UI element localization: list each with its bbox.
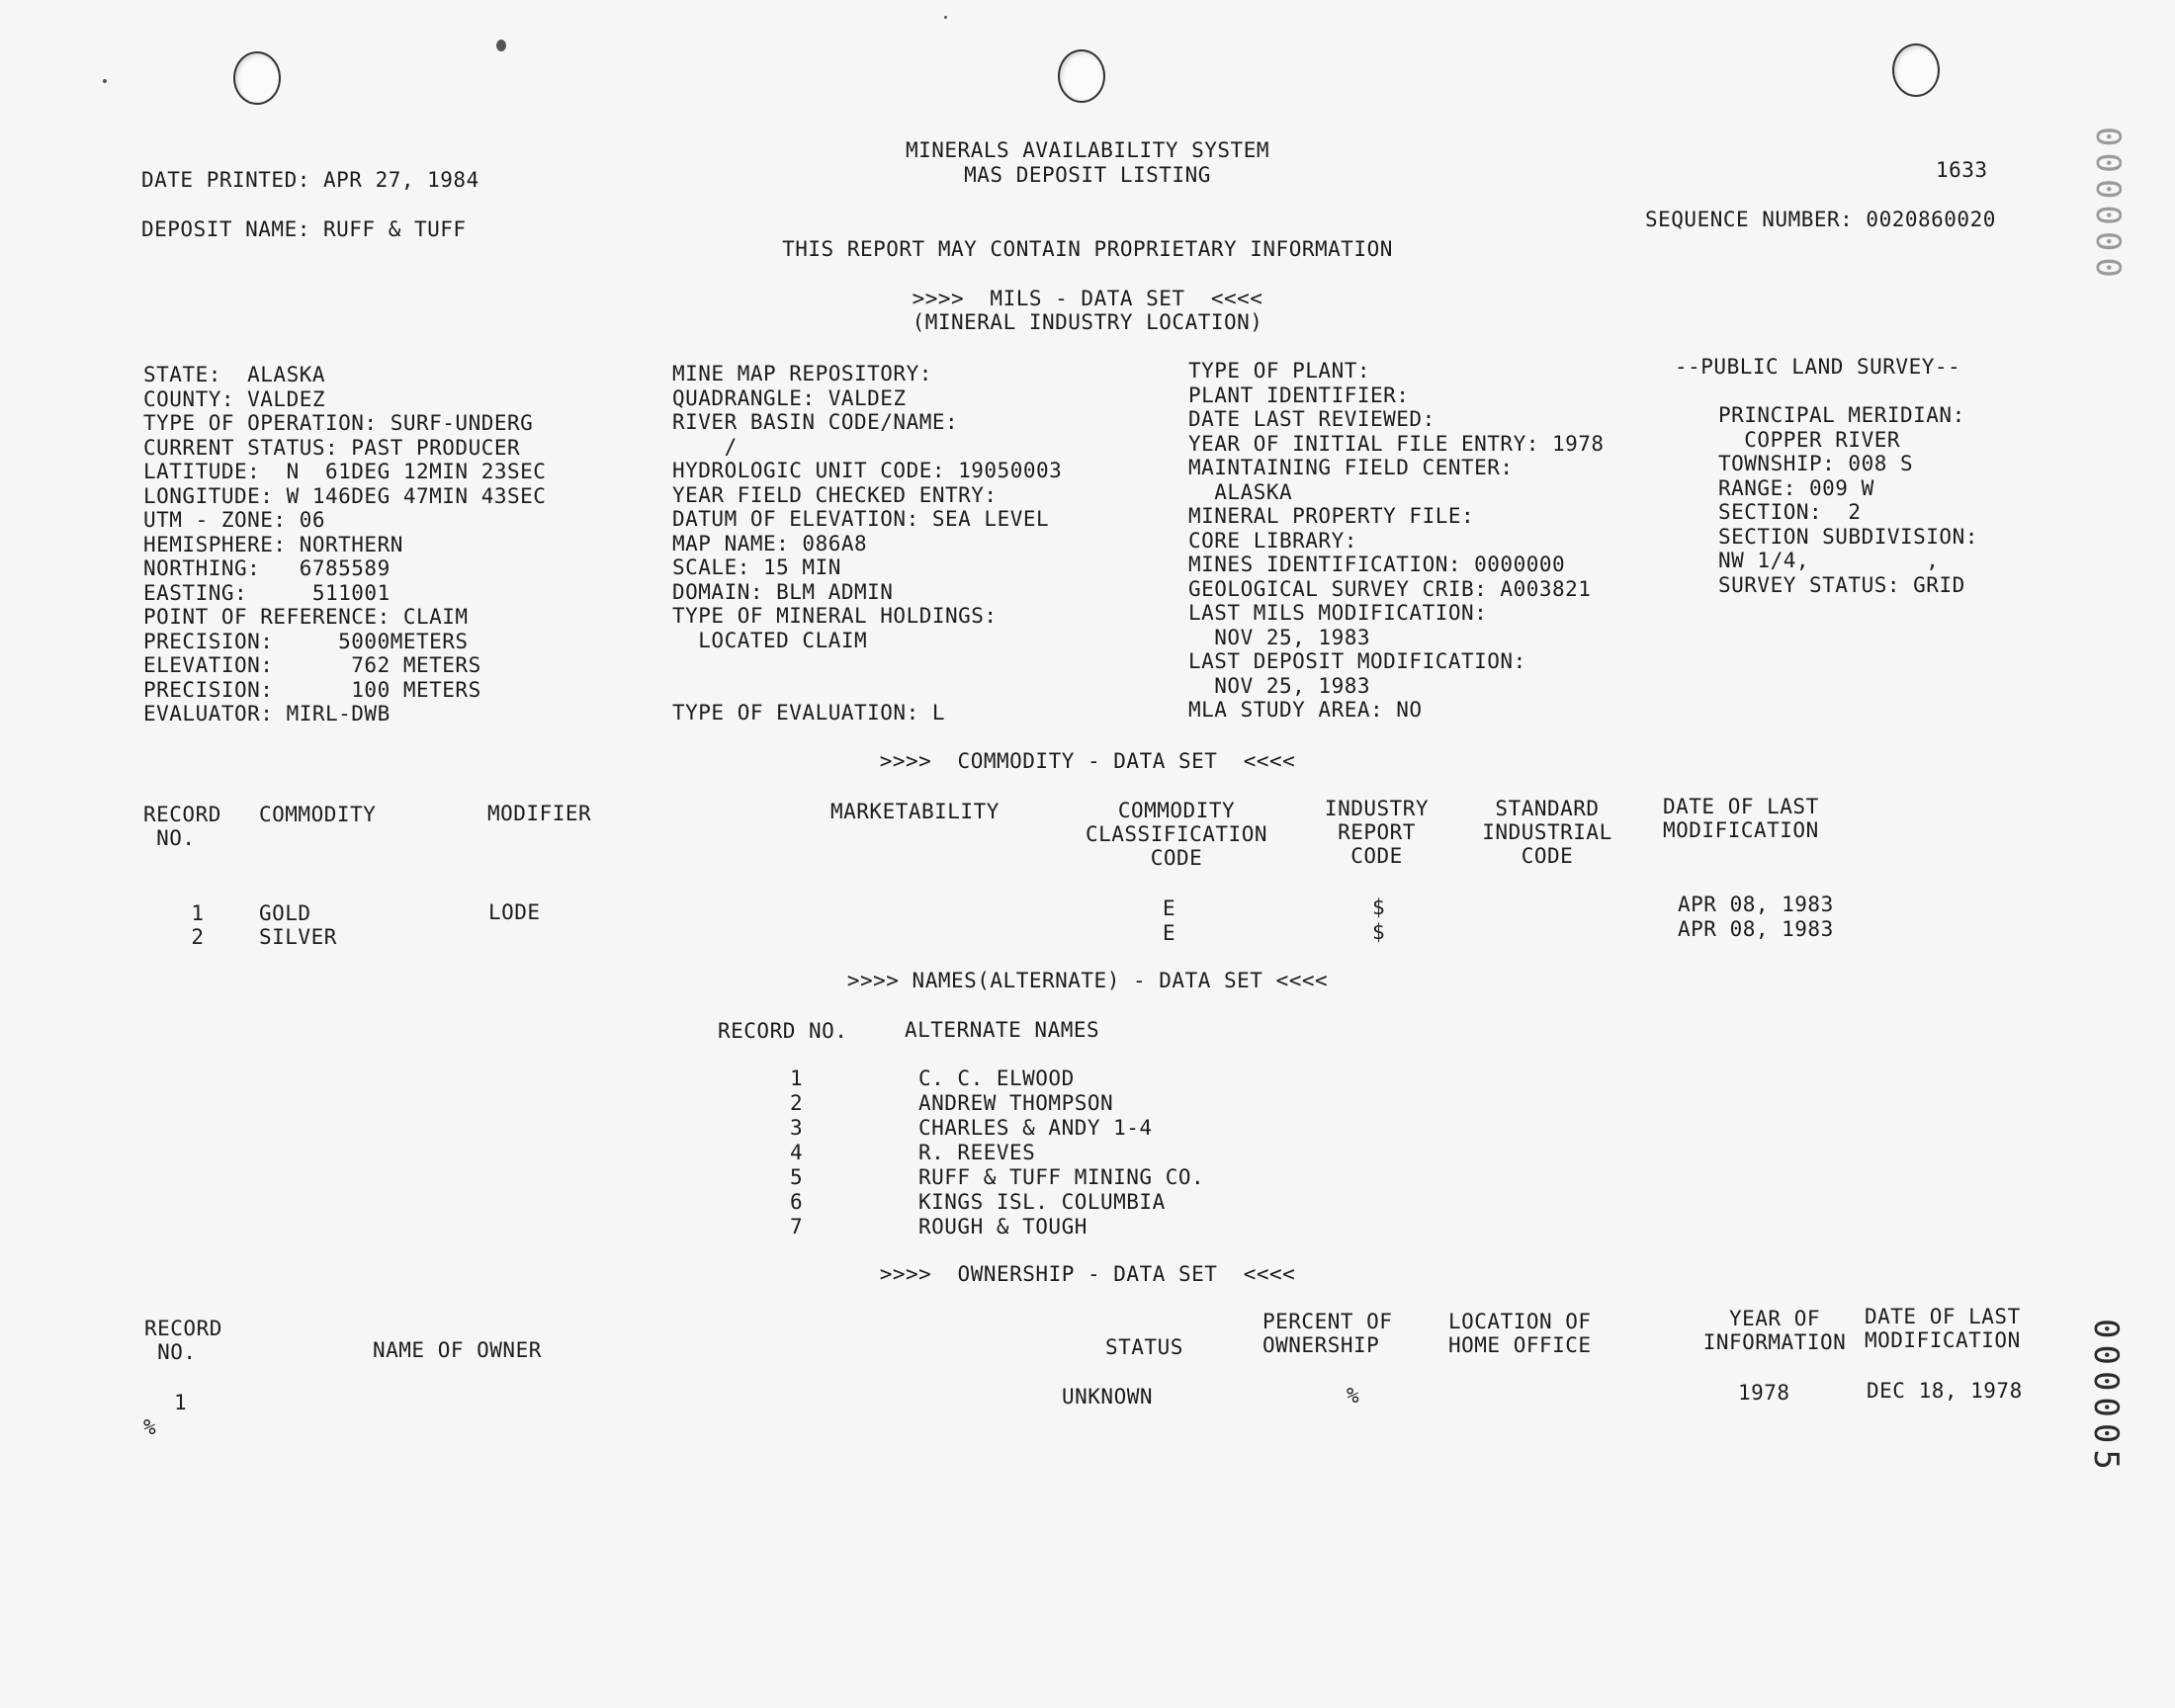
ownership-row-percent: % <box>1347 1384 1360 1408</box>
field-county: COUNTY: VALDEZ <box>143 386 326 411</box>
field-operation-type: TYPE OF OPERATION: SURF-UNDERG <box>143 411 534 435</box>
field-core-library: CORE LIBRARY: <box>1188 528 1357 553</box>
field-longitude: LONGITUDE: W 146DEG 47MIN 43SEC <box>143 483 547 508</box>
commodity-row-1-classification: E <box>1163 897 1176 920</box>
proprietary-notice: THIS REPORT MAY CONTAIN PROPRIETARY INFORMATION <box>782 237 1393 261</box>
ownership-header-status: STATUS <box>1105 1335 1183 1359</box>
deposit-name: DEPOSIT NAME: RUFF & TUFF <box>141 217 467 241</box>
sequence-number: SEQUENCE NUMBER: 0020860020 <box>1645 208 1996 231</box>
field-plant-identifier: PLANT IDENTIFIER: <box>1188 383 1410 407</box>
commodity-header-standard: STANDARD INDUSTRIAL CODE <box>1482 797 1612 868</box>
ownership-header-date: DATE OF LAST MODIFICATION <box>1865 1305 2021 1352</box>
field-evaluator: EVALUATOR: MIRL-DWB <box>143 702 391 726</box>
ownership-footer-mark: % <box>143 1415 157 1439</box>
ink-speck <box>103 79 107 83</box>
field-maintaining-center: MAINTAINING FIELD CENTER: <box>1188 456 1514 479</box>
commodity-row-1-industry: $ <box>1372 896 1386 919</box>
alternate-name-no: 7 <box>790 1215 804 1238</box>
field-survey-status: SURVEY STATUS: GRID <box>1718 572 1965 597</box>
field-mineral-holdings: TYPE OF MINERAL HOLDINGS: <box>672 604 998 628</box>
commodity-header-commodity: COMMODITY <box>259 803 377 826</box>
punch-hole-right <box>1892 43 1940 97</box>
commodity-header-industry: INDUSTRY REPORT CODE <box>1324 797 1430 868</box>
commodity-header-date: DATE OF LAST MODIFICATION <box>1663 795 1819 842</box>
ownership-row-year: 1978 <box>1738 1381 1790 1405</box>
commodity-row-2-record: 2 <box>191 925 205 949</box>
ownership-row-date: DEC 18, 1978 <box>1867 1379 2023 1403</box>
field-map-name: MAP NAME: 086A8 <box>672 531 868 555</box>
field-last-deposit-modification: LAST DEPOSIT MODIFICATION: <box>1188 649 1526 673</box>
page-number: 1633 <box>1936 158 1988 182</box>
field-point-of-reference: POINT OF REFERENCE: CLAIM <box>143 605 469 629</box>
commodity-row-2-classification: E <box>1163 921 1176 945</box>
field-range: RANGE: 009 W <box>1718 475 1874 500</box>
field-mine-map-repository: MINE MAP REPOSITORY: <box>672 362 932 385</box>
margin-stamp-bottom: 000005 <box>2086 1319 2126 1476</box>
ownership-header-percent: PERCENT OF OWNERSHIP <box>1262 1310 1393 1357</box>
alternate-name-no: 2 <box>790 1091 804 1115</box>
field-last-mils-modification: LAST MILS MODIFICATION: <box>1188 601 1488 625</box>
commodity-header-modifier: MODIFIER <box>487 802 592 825</box>
names-header-record: RECORD NO. <box>718 1019 848 1043</box>
field-datum-of-elevation: DATUM OF ELEVATION: SEA LEVEL <box>672 507 1050 531</box>
alternate-name-no: 3 <box>790 1116 804 1140</box>
field-maintaining-center-value: ALASKA <box>1188 479 1293 504</box>
field-section-subdivision: SECTION SUBDIVISION: <box>1718 524 1978 549</box>
mils-title: >>>> MILS - DATA SET <<<< <box>912 287 1263 310</box>
mils-subtitle: (MINERAL INDUSTRY LOCATION) <box>912 310 1263 334</box>
commodity-row-1-date: APR 08, 1983 <box>1678 893 1834 916</box>
punch-hole-left <box>233 51 281 105</box>
names-header-alternate: ALTERNATE NAMES <box>905 1018 1100 1042</box>
field-geological-survey-crib: GEOLOGICAL SURVEY CRIB: A003821 <box>1188 576 1592 601</box>
ownership-header-name: NAME OF OWNER <box>373 1338 542 1362</box>
field-quadrangle: QUADRANGLE: VALDEZ <box>672 385 907 410</box>
alternate-name: RUFF & TUFF MINING CO. <box>918 1165 1205 1189</box>
ink-speck <box>944 16 947 19</box>
ownership-row-record: 1 <box>174 1391 188 1414</box>
field-precision: PRECISION: 5000METERS <box>143 629 469 653</box>
listing-title: MAS DEPOSIT LISTING <box>964 163 1211 187</box>
commodity-title: >>>> COMMODITY - DATA SET <<<< <box>879 749 1296 773</box>
margin-stamp-top: 000000 <box>2088 127 2128 284</box>
field-northing: NORTHING: 6785589 <box>143 556 391 580</box>
field-utm-zone: UTM - ZONE: 06 <box>143 508 326 532</box>
commodity-row-2-industry: $ <box>1372 920 1386 944</box>
commodity-row-1-commodity: GOLD <box>259 901 311 925</box>
field-elevation-precision: PRECISION: 100 METERS <box>143 677 481 702</box>
commodity-header-classification: COMMODITY CLASSIFICATION CODE <box>1085 799 1267 870</box>
field-section: SECTION: 2 <box>1718 500 1862 524</box>
alternate-name: ANDREW THOMPSON <box>918 1091 1114 1115</box>
field-domain: DOMAIN: BLM ADMIN <box>672 579 894 604</box>
alternate-name-no: 5 <box>790 1165 804 1189</box>
alternate-name: R. REEVES <box>918 1141 1036 1164</box>
field-mineral-property-file: MINERAL PROPERTY FILE: <box>1188 504 1475 528</box>
field-river-basin: RIVER BASIN CODE/NAME: <box>672 410 959 434</box>
field-easting: EASTING: 511001 <box>143 580 391 605</box>
alternate-name: KINGS ISL. COLUMBIA <box>918 1190 1166 1214</box>
field-elevation: ELEVATION: 762 METERS <box>143 653 481 677</box>
field-date-last-reviewed: DATE LAST REVIEWED: <box>1188 407 1436 431</box>
ownership-header-location: LOCATION OF HOME OFFICE <box>1448 1310 1592 1357</box>
public-land-survey-title: --PUBLIC LAND SURVEY-- <box>1675 355 1961 379</box>
field-current-status: CURRENT STATUS: PAST PRODUCER <box>143 435 521 460</box>
field-principal-meridian-value: COPPER RIVER <box>1718 427 1901 452</box>
field-section-subdivision-value: NW 1/4, , <box>1718 549 1940 572</box>
alternate-name: ROUGH & TOUGH <box>918 1215 1088 1238</box>
commodity-header-marketability: MARKETABILITY <box>830 800 1000 823</box>
commodity-row-2-commodity: SILVER <box>259 925 337 949</box>
field-scale: SCALE: 15 MIN <box>672 555 841 579</box>
commodity-row-2-date: APR 08, 1983 <box>1678 917 1834 941</box>
field-state: STATE: ALASKA <box>143 363 326 386</box>
names-title: >>>> NAMES(ALTERNATE) - DATA SET <<<< <box>846 969 1329 992</box>
punch-hole-center <box>1058 49 1105 103</box>
ownership-row-status: UNKNOWN <box>1062 1385 1154 1409</box>
date-printed: DATE PRINTED: APR 27, 1984 <box>141 168 479 192</box>
alternate-name: C. C. ELWOOD <box>918 1067 1075 1090</box>
ink-speck <box>496 40 506 51</box>
field-last-mils-modification-date: NOV 25, 1983 <box>1188 625 1371 649</box>
alternate-name-no: 1 <box>790 1067 804 1090</box>
alternate-name-no: 6 <box>790 1190 804 1214</box>
commodity-header-record: RECORD NO. <box>143 803 221 850</box>
system-title: MINERALS AVAILABILITY SYSTEM <box>905 138 1269 162</box>
commodity-row-1-record: 1 <box>191 901 205 925</box>
alternate-name-no: 4 <box>790 1141 804 1164</box>
field-river-basin-value: / <box>672 434 738 459</box>
ownership-title: >>>> OWNERSHIP - DATA SET <<<< <box>879 1262 1296 1286</box>
field-last-deposit-modification-date: NOV 25, 1983 <box>1188 673 1371 698</box>
field-mines-identification: MINES IDENTIFICATION: 0000000 <box>1188 553 1566 576</box>
ownership-header-record: RECORD NO. <box>144 1317 222 1364</box>
field-principal-meridian: PRINCIPAL MERIDIAN: <box>1718 403 1965 427</box>
alternate-name: CHARLES & ANDY 1-4 <box>918 1116 1153 1140</box>
field-latitude: LATITUDE: N 61DEG 12MIN 23SEC <box>143 460 547 483</box>
field-year-field-checked: YEAR FIELD CHECKED ENTRY: <box>672 482 998 507</box>
field-mineral-holdings-value: LOCATED CLAIM <box>672 628 868 652</box>
field-hemisphere: HEMISPHERE: NORTHERN <box>143 532 403 556</box>
field-type-of-plant: TYPE OF PLANT: <box>1188 359 1371 383</box>
field-type-of-evaluation: TYPE OF EVALUATION: L <box>672 701 946 725</box>
commodity-row-1-modifier: LODE <box>488 900 541 924</box>
field-mla-study-area: MLA STUDY AREA: NO <box>1188 698 1423 722</box>
field-hydrologic-unit: HYDROLOGIC UNIT CODE: 19050003 <box>672 459 1063 482</box>
field-year-initial-entry: YEAR OF INITIAL FILE ENTRY: 1978 <box>1188 431 1605 456</box>
ownership-header-year: YEAR OF INFORMATION <box>1702 1307 1847 1354</box>
field-township: TOWNSHIP: 008 S <box>1718 452 1914 475</box>
